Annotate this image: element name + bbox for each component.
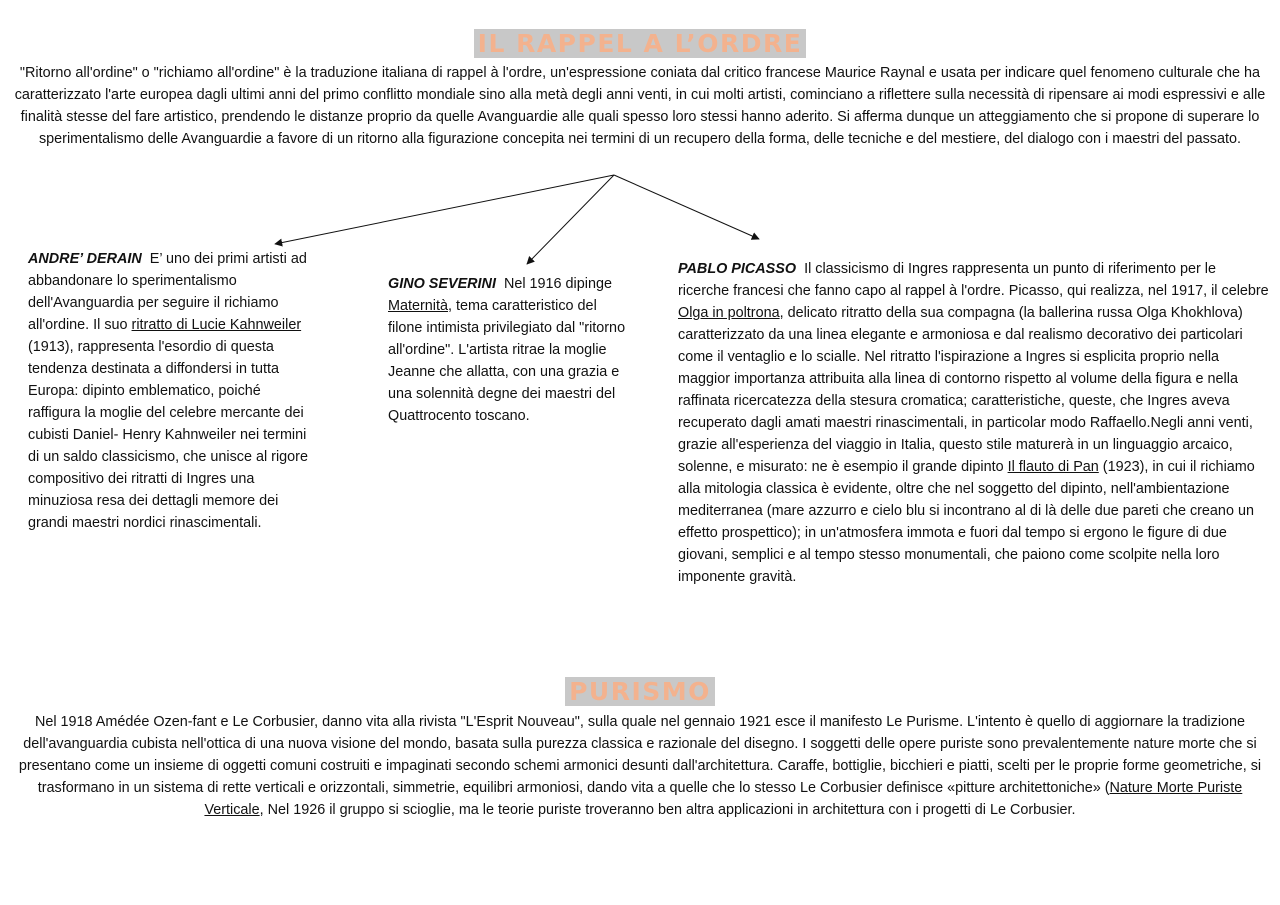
- purismo-text-2: , Nel 1926 il gruppo si scioglie, ma le teorie puriste troveranno ben altra applicazioni in architettura con i progetti di Le Corbusier.: [259, 802, 1076, 818]
- picasso-text-3: (1923), in cui il richiamo alla mitologia classica è evidente, oltre che nel soggetto del dipinto, nell'ambientazione mediterranea (mare azzurro e cielo blu si incontrano al di là delle due pareti che creano un effetto prospettico); in un'atmosfera immota e fuori dal tempo si ergono le figure di due giovani, semplici e al tempo stesso monumentali, che paiono come scolpite nella loro imponente gravità.: [678, 459, 1255, 585]
- severini-paragraph: [388, 273, 633, 427]
- picasso-text-2: , delicato ritratto della sua compagna (la ballerina russa Olga Khokhlova) caratterizzato da una linea elegante e armoniosa e dal realismo decorativo dei particolari come il ventaglio e lo scialle. Nel ritratto l'ispirazione a Ingres si esplicita proprio nella maggior importanza attribuita alla linea di contorno rispetto al volume della figura e nella raffinata ricercatezza della stesura cromatica; caratteristiche, queste, che Ingres aveva recuperato dagli amati maestri rinascimentali, in particolar modo Raffaello.Negli anni venti, grazie all'esperienza del viaggio in Italia, questo stile maturerà in un linguaggio arcaico, solenne, e misurato: ne è esempio il grande dipinto: [678, 305, 1253, 475]
- purismo-link-nature-morte[interactable]: Nature Morte Puriste Verticale: [204, 780, 1243, 818]
- arrow-to-picasso: [614, 175, 759, 239]
- picasso-link-olga-in-poltrona[interactable]: Olga in poltrona: [678, 305, 780, 321]
- arrow-to-severini: [527, 175, 614, 264]
- derain-text-2: (1913), rappresenta l'esordio di questa tendenza destinata a diffondersi in tutta Europa: dipinto emblematico, poiché raffigura la moglie del celebre mercante dei cubisti Daniel- Henry Kahnweiler nei termini di un saldo classicismo, che unisce al rigore compositivo dei ritratti di Ingres una minuziosa resa dei dettagli memore dei grandi maestri nordici rinascimentali.: [28, 339, 308, 531]
- derain-name: ANDRE’ DERAIN: [28, 251, 142, 267]
- purismo-paragraph: [10, 711, 1270, 821]
- derain-link-lucie-kahnweiler[interactable]: ritratto di Lucie Kahnweiler: [131, 317, 302, 333]
- derain-text-1: E’ uno dei primi artisti ad abbandonare lo sperimentalismo dell'Avanguardia per seguire il richiamo all'ordine. Il suo: [28, 251, 307, 333]
- severini-text-2: , tema caratteristico del filone intimista privilegiato dal "ritorno all'ordine". L'artista ritrae la moglie Jeanne che allatta, con una grazia e una solennità degne dei maestri del Quattrocento toscano.: [388, 298, 626, 424]
- title-rappel-text: IL RAPPEL A L’ORDRE: [474, 29, 807, 58]
- title-purismo: [0, 677, 1280, 707]
- title-purismo-text: PURISMO: [565, 677, 715, 706]
- severini-link-maternita[interactable]: Maternità: [388, 298, 448, 314]
- derain-paragraph: [28, 248, 313, 534]
- severini-text-1: Nel 1916 dipinge: [503, 276, 612, 292]
- picasso-text-1: Il classicismo di Ingres rappresenta un punto di riferimento per le ricerche francesi che fanno capo al rappel à l'ordre. Picasso, qui realizza, nel 1917, il celebre: [678, 261, 1269, 299]
- severini-name: GINO SEVERINI: [388, 276, 496, 292]
- rappel-intro-paragraph: "Ritorno all'ordine" o "richiamo all'ordine" è la traduzione italiana di rappel à l'ordre, un'espressione coniata dal critico francese Maurice Raynal e usata per indicare quel fenomeno culturale che ha caratterizzato l'arte europea dagli ultimi anni del primo conflitto mondiale sino alla metà degli anni venti, in cui molti artisti, cominciano a riflettere sulla necessità di ripensare ai modi espressivi e alle finalità stesse del fare artistico, prendendo le distanze proprio da quelle Avanguardie alle quali spesso loro stessi hanno aderito. Si afferma dunque un atteggiamento che si propone di superare lo sperimentalismo delle Avanguardie a favore di un ritorno alla figurazione concepita nei termini di un recupero della forma, delle tecniche e del mestiere, del dialogo con i maestri del passato.: [14, 65, 1266, 147]
- picasso-paragraph: [678, 258, 1270, 588]
- arrow-to-derain: [275, 175, 614, 244]
- purismo-text-1: Nel 1918 Amédée Ozen-fant e Le Corbusier, danno vita alla rivista "L'Esprit Nouveau", sulla quale nel gennaio 1921 esce il manifesto Le Purisme. L'intento è quello di aggiornare la tradizione dell'avanguardia cubista nell'ottica di una nuova visione del mondo, basata sulla purezza classica e razionale del disegno. I soggetti delle opere puriste sono prevalentemente nature morte che si presentano come un insieme di oggetti comuni costruiti e impaginati secondo schemi armonici desunti dall'architettura. Caraffe, bottiglie, bicchieri e piatti, scelti per le proprie forme geometriche, si trasformano in un sistema di rette verticali e orizzontali, simmetrie, equilibri armoniosi, dando vita a quelle che lo stesso Le Corbusier definisce «pitture architettoniche» (: [18, 714, 1262, 796]
- picasso-link-flauto-di-pan[interactable]: Il flauto di Pan: [1007, 459, 1099, 475]
- picasso-name: PABLO PICASSO: [678, 261, 797, 277]
